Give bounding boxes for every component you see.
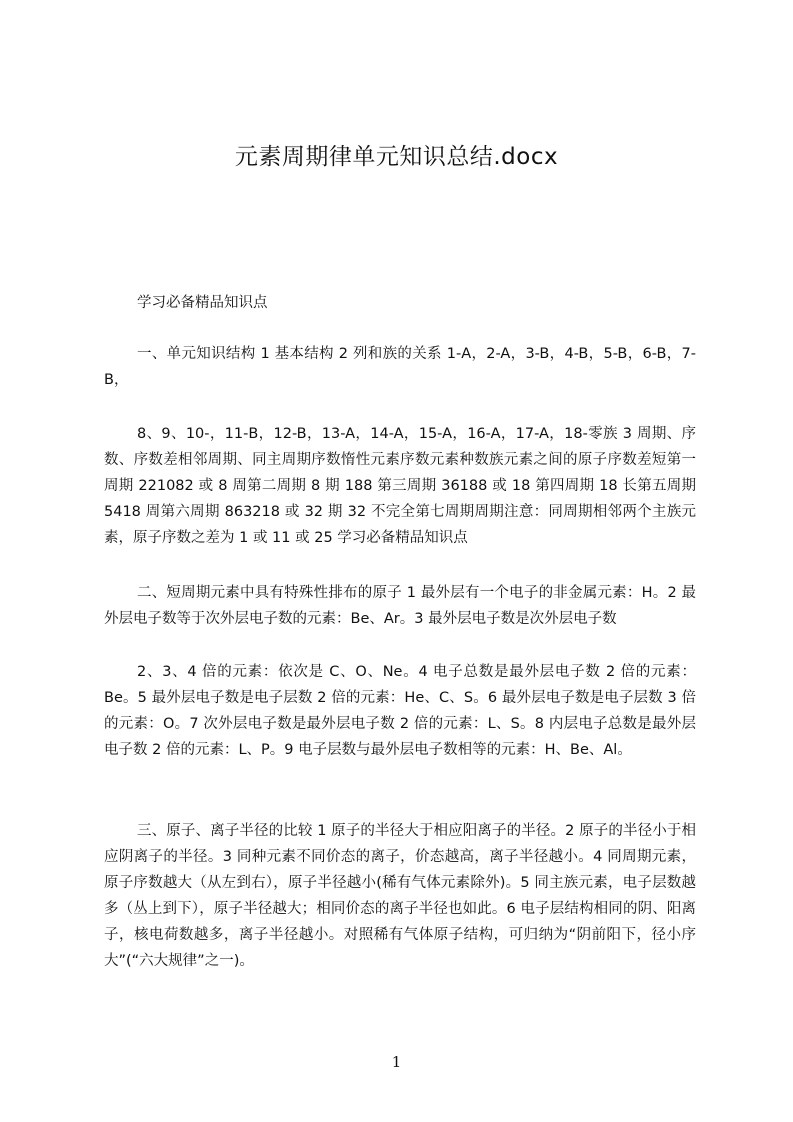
paragraph-radius-comparison: 三、原子、离子半径的比较 1 原子的半径大于相应阳离子的半径。2 原子的半径小于相应阴离子的半径。3 同种元素不同价态的离子，价态越高，离子半径越小。4 同周期元素，原子序数越大（从左到右），原子半径越小(稀有气体元素除外)。5 同主族元素，电子层数越多（丛上到下），原子半径越大；相同价态的离子半径也如此。6 电子层结构相同的阴、阳离子，核电荷数越多，离子半径越小。对照稀有气体原子结构，可归纳为“阴前阳下，径小序大”(“六大规律”之一)。 (104, 823, 696, 969)
paragraph-special-atoms: 二、短周期元素中具有特殊性排布的原子 1 最外层有一个电子的非金属元素：H。2 最外层电子数等于次外层电子数的元素：Be、Ar。3 最外层电子数是次外层电子数 (104, 585, 696, 627)
paragraph-unit-structure: 一、单元知识结构 1 基本结构 2 列和族的关系 1-A，2-A，3-B，4-B，5-B，6-B，7-B， (104, 346, 696, 388)
page-number: 1 (391, 1053, 402, 1071)
paragraph-periods: 8、9、10-，11-B，12-B，13-A，14-A，15-A，16-A，17-A，18-零族 3 周期、序数、序数差相邻周期、同主周期序数惰性元素序数元素种数族元素之间的原子序数差短第一周期 221082 或 8 周第二周期 8 期 188 第三周期 36188 或 18 第四周期 18 长第五周期 5418 周第六周期 863218 或 32 期 32 不完全第七周期周期注意：同周期相邻两个主族元素，原子序数之差为 1 或 11 或 25 学习必备精品知识点 (104, 426, 696, 546)
document-title: 元素周期律单元知识总结.docx (234, 144, 559, 170)
section-heading: 学习必备精品知识点 (137, 295, 268, 311)
paragraph-electron-rules: 2、3、4 倍的元素：依次是 C、O、Ne。4 电子总数是最外层电子数 2 倍的元素：Be。5 最外层电子数是电子层数 2 倍的元素：He、C、S。6 最外层电子数是电子层数 3 倍的元素：O。7 次外层电子数是最外层电子数 2 倍的元素：L、S。8 内层电子总数是最外层电子数 2 倍的元素：L、P。9 电子层数与最外层电子数相等的元素：H、Be、Al。 (104, 664, 696, 758)
